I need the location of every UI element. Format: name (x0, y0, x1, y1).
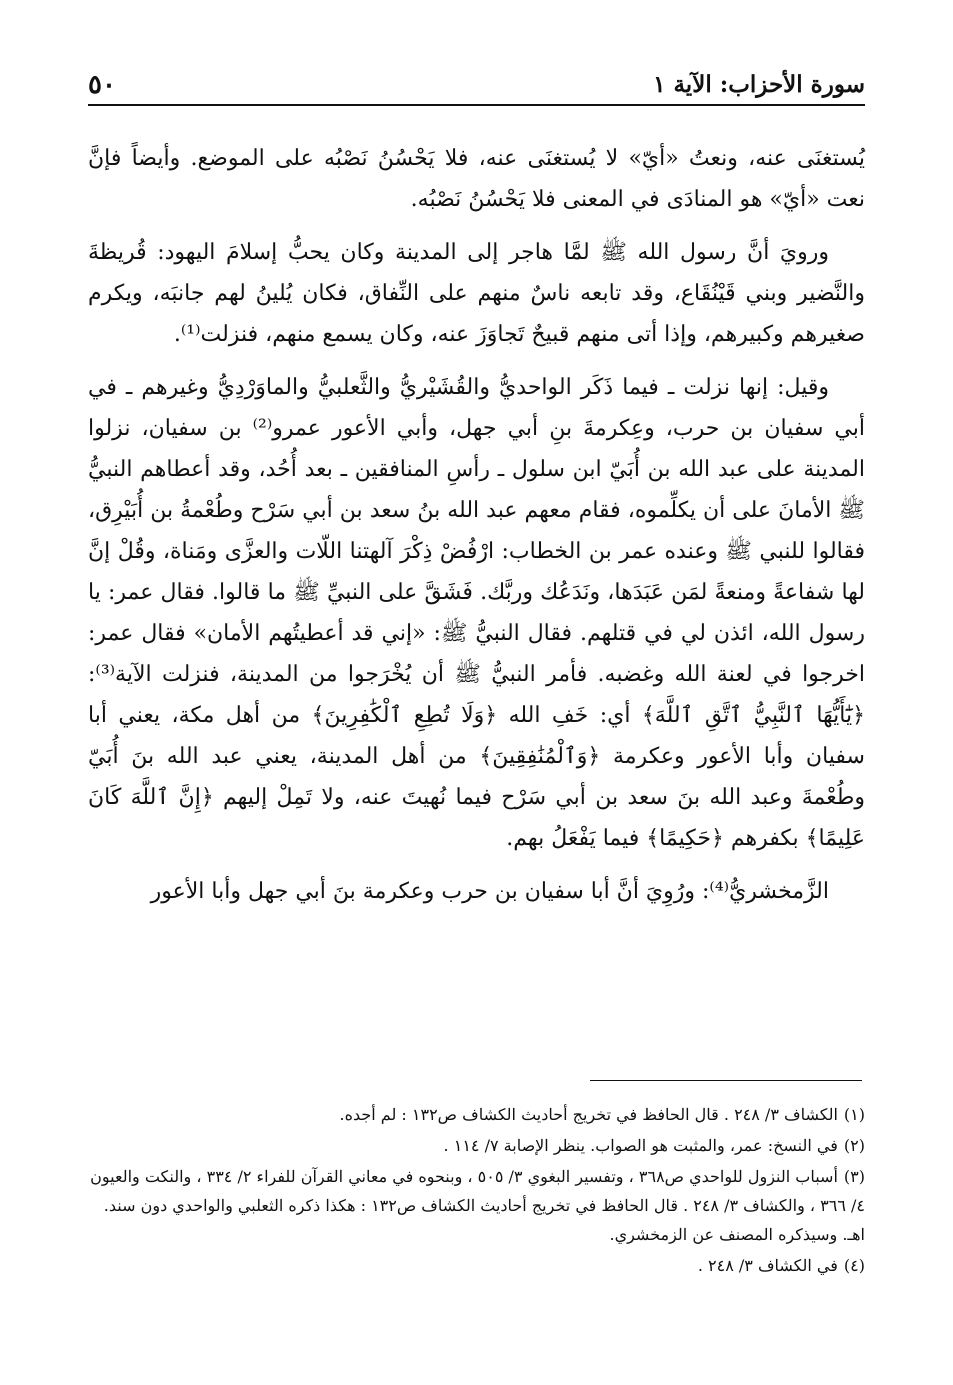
footnote-number: (٣) (843, 1167, 865, 1186)
main-text (88, 138, 865, 924)
footnotes (88, 1100, 865, 1282)
paragraph: الزَّمخشريُّ⁽⁴⁾: ورُوِيَ أنَّ أبا سفيان بن حرب وعكرمة بنَ أبي جهل وأبا الأعور (150, 879, 829, 904)
footnote-number: (١) (843, 1105, 865, 1124)
footnote (88, 1100, 865, 1129)
page-header (88, 60, 865, 106)
paragraph: وقيل: إنها نزلت ـ فيما ذَكَر الواحديُّ والقُشَيْريُّ والثَّعلبيُّ والماوَرْدِيُّ وغيرهم ـ في أبي سفيان بن حرب، وعِكرمةَ بنِ أبي جهل، وأبي الأعور عمرو⁽²⁾ بن سفيان، نزلوا المدينة على عبد الله بن أُبَيّ ابن سلول ـ رأسِ المنافقين ـ بعد أُحُد، وقد أعطاهم النبيُّ ﷺ الأمانَ على أن يكلِّموه، فقام معهم عبد الله بنُ سعد بن أبي سَرْح وطُعْمةُ بن أُبَيْرِق، فقالوا للنبي ﷺ وعنده عمر بن الخطاب: ارْفُضْ ذِكْرَ آلهتنا اللّات والعزَّى ومَناة، وقُلْ إنَّ لها شفاعةً ومنعةً لمَن عَبَدَها، ونَدَعُك وربَّك. فَشَقَّ على النبيِّ ﷺ ما قالوا. فقال عمر: يا رسول الله، ائذن لي في قتلهم. فقال النبيُّ ﷺ: «إني قد أعطيتُهم الأمان» فقال عمر: اخرجوا في لعنة الله وغضبه. فأمر النبيُّ ﷺ أن يُخْرَجوا من المدينة، فنزلت الآية⁽³⁾: ﴿يَٰٓأَيُّهَا ٱلنَّبِيُّ ٱتَّقِ ٱللَّهَ﴾ أي: خَفِ الله ﴿وَلَا تُطِعِ ٱلْكَٰفِرِينَ﴾ من أهل مكة، يعني أبا سفيان وأبا الأعور وعكرمة ﴿وَٱلْمُنَٰفِقِينَ﴾ من أهل المدينة، يعني عبد الله بنَ أُبَيّ وطُعْمةَ وعبد الله بنَ سعد بن أبي سَرْح فيما نُهيتَ عنه، ولا تَمِلْ إليهم ﴿إِنَّ ٱللَّهَ كَانَ عَلِيمًا﴾ بكفرهم ﴿حَكِيمًا﴾ فيما يَفْعَلُ بهم. (88, 375, 866, 851)
running-title: سورة الأحزاب: الآية ١ (653, 71, 865, 98)
footnote-text: الكشاف ٣/ ٢٤٨ . قال الحافظ في تخريج أحاديث الكشاف ص١٣٢ : لم أجده. (339, 1105, 838, 1124)
paragraph: يُستغنَى عنه، ونعتُ «أيّ» لا يُستغنَى عنه، فلا يَحْسُنُ نَصْبُه على الموضع. وأيضاً فإنَّ نعت «أيّ» هو المنادَى في المعنى فلا يَحْسُنُ نَصْبُه. (88, 146, 865, 212)
footnote-number: (٤) (843, 1256, 865, 1275)
page-number: ٥٠ (88, 70, 116, 100)
footnote-text: في النسخ: عمر، والمثبت هو الصواب. ينظر الإصابة ٧/ ١١٤ . (443, 1136, 838, 1155)
footnote-separator (590, 1080, 862, 1081)
footnote-text: في الكشاف ٣/ ٢٤٨ . (697, 1256, 838, 1275)
footnote (88, 1251, 865, 1280)
footnote-text: أسباب النزول للواحدي ص٣٦٨ ، وتفسير البغوي ٣/ ٥٠٥ ، وبنحوه في معاني القرآن للفراء ٢/ ٣٣٤ ، والنكت والعيون ٤/ ٣٦٦ ، والكشاف ٣/ ٢٤٨ . قال الحافظ في تخريج أحاديث الكشاف ص١٣٢ : هكذا ذكره الثعلبي والواحدي دون سند. اهـ. وسيذكره المصنف عن الزمخشري. (90, 1167, 865, 1244)
footnote-number: (٢) (843, 1136, 865, 1155)
footnote (88, 1162, 865, 1249)
footnote (88, 1131, 865, 1160)
paragraph: ورويَ أنَّ رسول الله ﷺ لمَّا هاجر إلى المدينة وكان يحبُّ إسلامَ اليهود: قُريظةَ والنَّضير وبني قَيْنُقَاع، وقد تابعه ناسٌ منهم على النِّفاق، فكان يُلينُ لهم جانبَه، ويكرم صغيرهم وكبيرهم، وإذا أتى منهم قبيحٌ تَجاوَزَ عنه، وكان يسمع منهم، فنزلت⁽¹⁾. (88, 240, 865, 347)
